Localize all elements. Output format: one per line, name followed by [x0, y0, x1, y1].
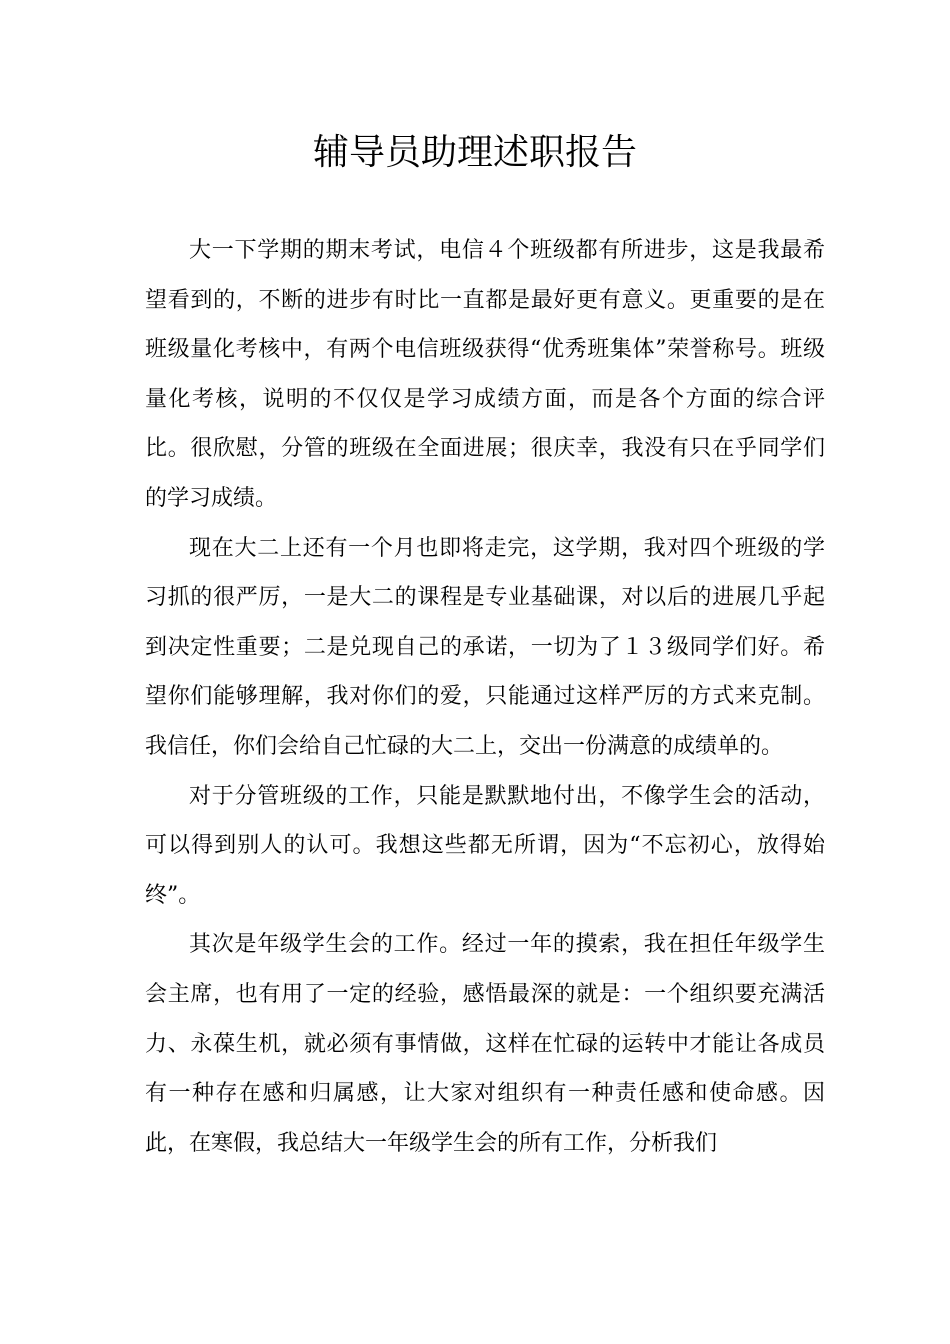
paragraph-4: 其次是年级学生会的工作。经过一年的摸索，我在担任年级学生会主席，也有用了一定的经验，感悟最深的就是：一个组织要充满活力、永葆生机，就必须有事情做，这样在忙碌的运转中才能让各成员有一种存在感和归属感，让大家对组织有一种责任感和使命感。因此，在寒假，我总结大一年级学生会的所有工作，分析我们 — [145, 932, 825, 1156]
paragraph-1: 大一下学期的期末考试，电信４个班级都有所进步，这是我最希望看到的，不断的进步有时比一直都是最好更有意义。更重要的是在班级量化考核中，有两个电信班级获得“优秀班集体”荣誉称号。班级量化考核，说明的不仅仅是学习成绩方面，而是各个方面的综合评比。很欣慰，分管的班级在全面进展；很庆幸，我没有只在乎同学们的学习成绩。 — [145, 238, 825, 511]
paragraph-3: 对于分管班级的工作，只能是默默地付出，不像学生会的活动，可以得到别人的认可。我想这些都无所谓，因为“不忘初心，放得始终”。 — [145, 783, 825, 908]
document-title: 辅导员助理述职报告 — [312, 132, 637, 173]
paragraph-2: 现在大二上还有一个月也即将走完，这学期，我对四个班级的学习抓的很严厉，一是大二的课程是专业基础课，对以后的进展几乎起到决定性重要；二是兑现自己的承诺，一切为了１３级同学们好。希望你们能够理解，我对你们的爱，只能通过这样严厉的方式来克制。我信任，你们会给自己忙碌的大二上，交出一份满意的成绩单的。 — [145, 535, 825, 759]
document-body — [145, 226, 825, 1168]
